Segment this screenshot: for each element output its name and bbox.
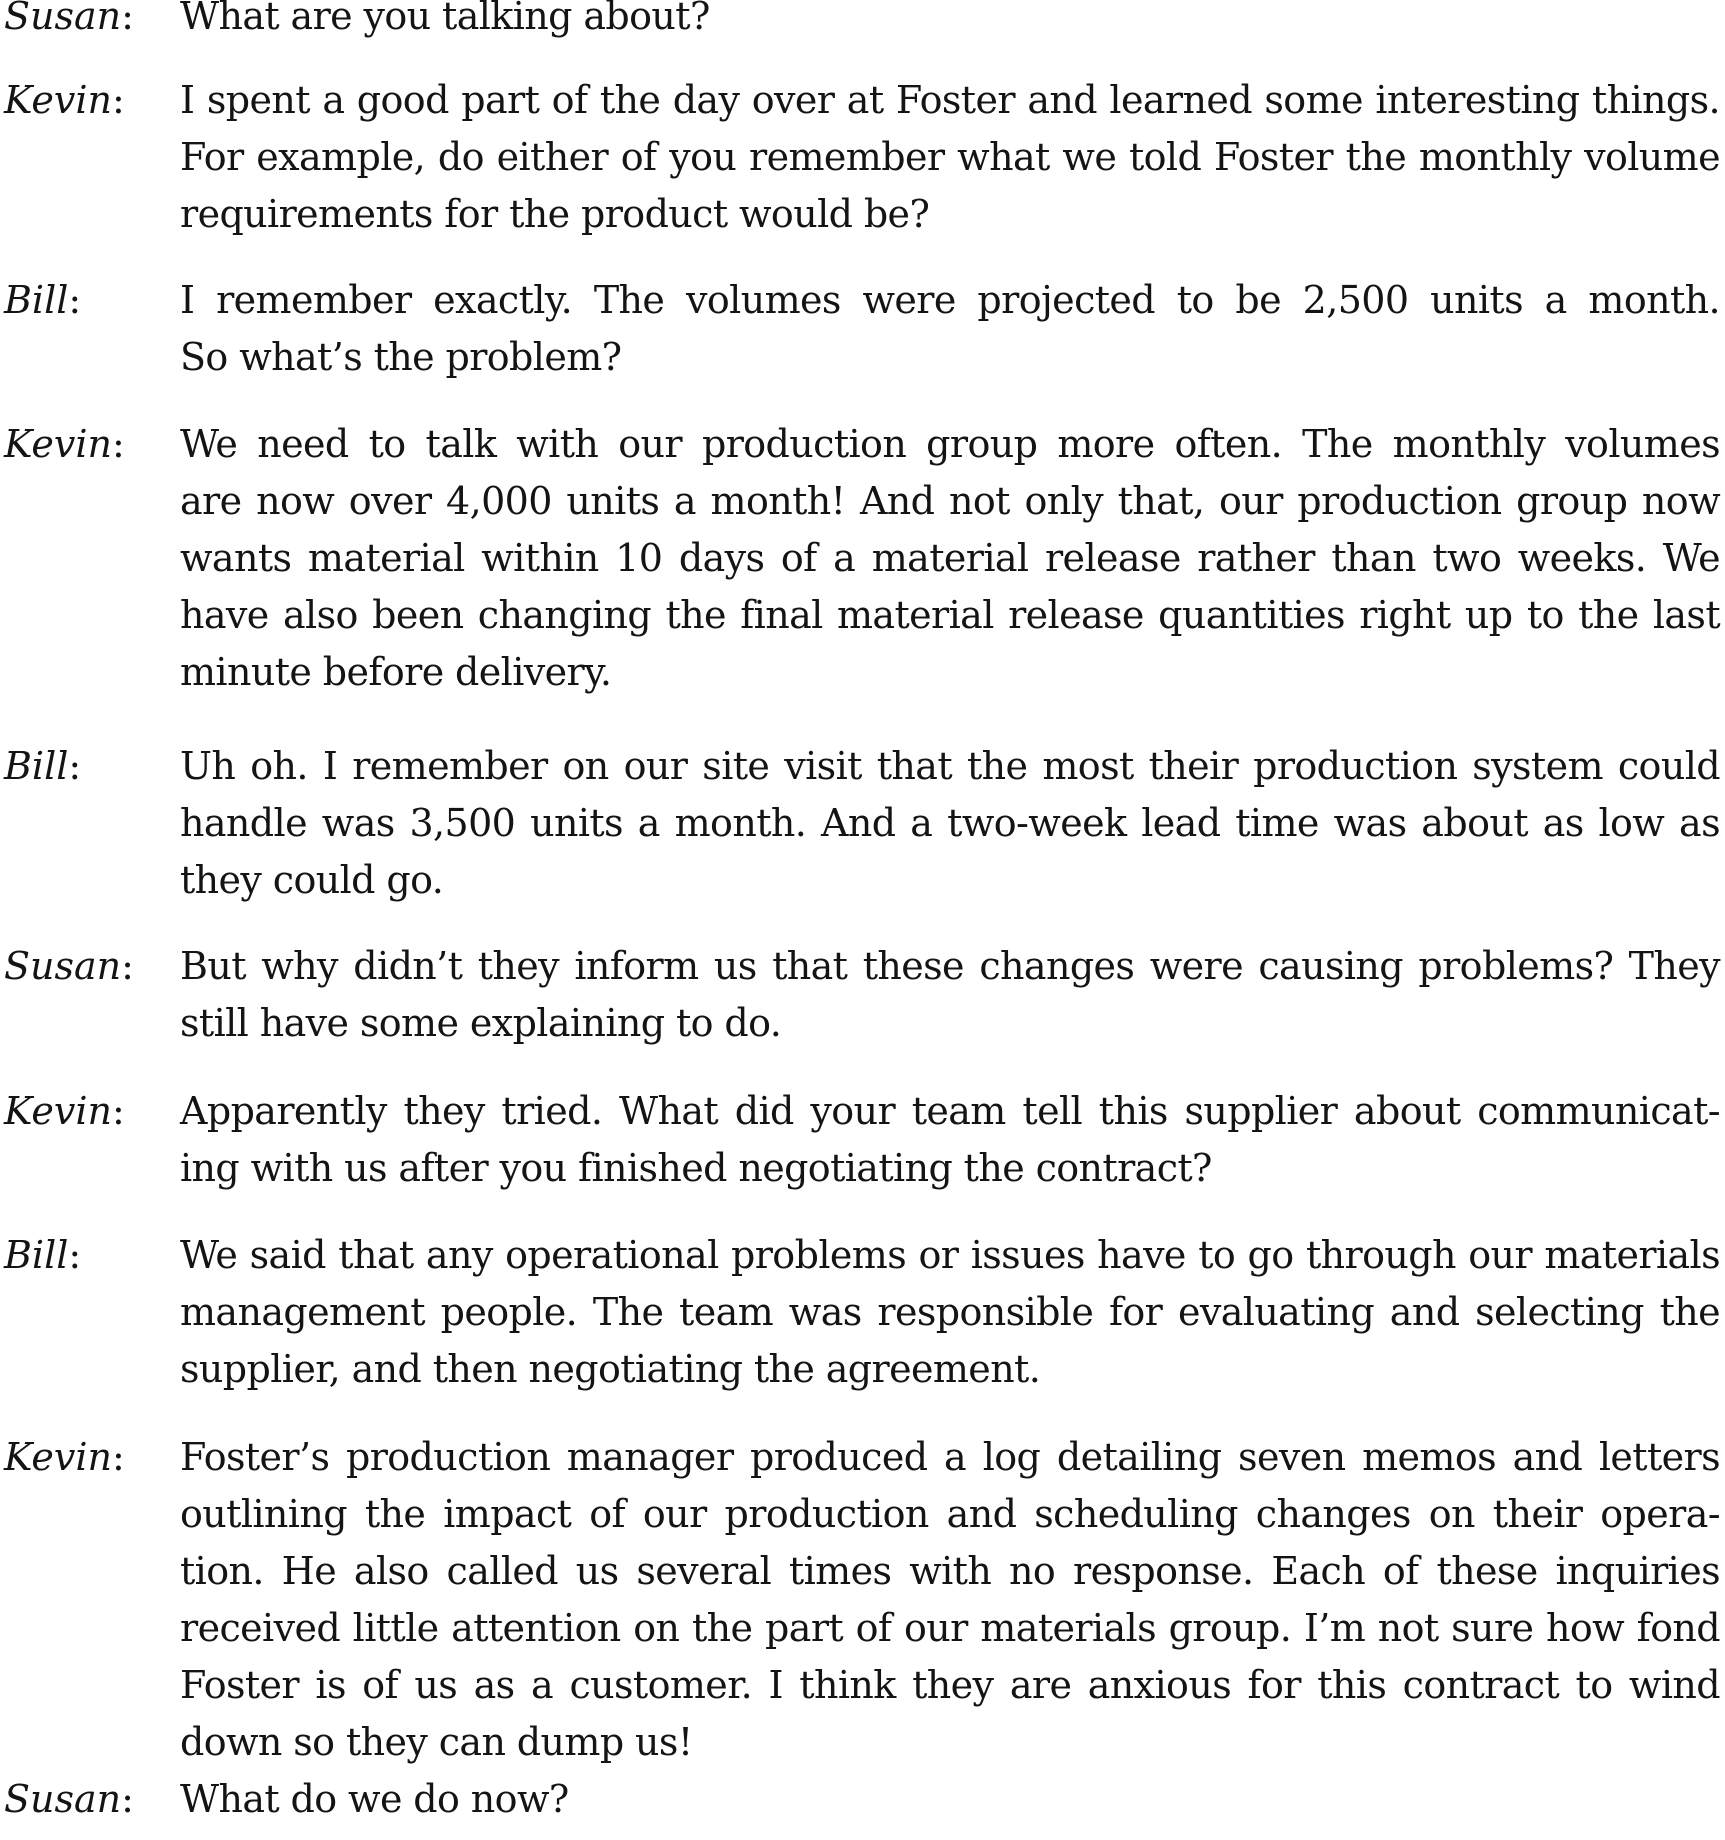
speech-line: Foster is of us as a customer. I think they are anxious for this contract to wind [180, 1663, 1720, 1707]
speech-line: have also been changing the final material release quantities right up to the last [180, 593, 1720, 637]
speech-line: We said that any operational problems or issues have to go through our materials [180, 1233, 1720, 1277]
speech-line: still have some explaining to do. [180, 1001, 782, 1045]
speaker-name: Susan: [4, 944, 134, 988]
speaker-name: Kevin: [4, 78, 125, 122]
speech-line: I spent a good part of the day over at Foster and learned some interesting things. [180, 78, 1720, 122]
speech-line: I remember exactly. The volumes were projected to be 2,500 units a month. [180, 278, 1720, 322]
speech-line: outlining the impact of our production and scheduling changes on their opera- [180, 1492, 1720, 1536]
speech-line: Foster’s production manager produced a log detailing seven memos and letters [180, 1435, 1720, 1479]
speech-text [180, 1083, 1720, 1197]
speaker-name: Susan: [4, 1777, 134, 1821]
speech-text [180, 1771, 1720, 1828]
speech-text [180, 0, 1720, 45]
speech-text [180, 416, 1720, 701]
speech-text [180, 1429, 1720, 1771]
speech-line: received little attention on the part of our materials group. I’m not sure how fond [180, 1606, 1720, 1650]
speech-text [180, 938, 1720, 1052]
speech-line: wants material within 10 days of a material release rather than two weeks. We [180, 536, 1720, 580]
speech-text [180, 272, 1720, 386]
speech-line: down so they can dump us! [180, 1720, 693, 1764]
speech-line: requirements for the product would be? [180, 192, 930, 236]
speech-line: But why didn’t they inform us that these changes were causing problems? They [180, 944, 1720, 988]
speaker-label: Bill [4, 1233, 69, 1277]
speech-line: handle was 3,500 units a month. And a two-week lead time was about as low as [180, 801, 1720, 845]
speaker-name: Kevin: [4, 422, 125, 466]
speech-line: Uh oh. I remember on our site visit that the most their production system could [180, 744, 1720, 788]
speaker-label: Susan [4, 0, 122, 38]
speaker-label: Kevin [4, 78, 112, 122]
speaker-name: Kevin: [4, 1435, 125, 1479]
speech-line: What are you talking about? [180, 0, 710, 38]
speech-line: So what’s the problem? [180, 335, 622, 379]
speech-line: Apparently they tried. What did your team tell this supplier about communicat- [180, 1089, 1720, 1133]
speaker-name: Bill: [4, 1233, 82, 1277]
speech-line: supplier, and then negotiating the agreement. [180, 1347, 1041, 1391]
speech-text [180, 738, 1720, 909]
speaker-name: Kevin: [4, 1089, 125, 1133]
speaker-label: Bill [4, 744, 69, 788]
speech-line: What do we do now? [180, 1777, 569, 1821]
speech-line: We need to talk with our production group more often. The monthly volumes [180, 422, 1720, 466]
speech-text [180, 72, 1720, 243]
speech-line: management people. The team was responsible for evaluating and selecting the [180, 1290, 1720, 1334]
speaker-name: Susan: [4, 0, 134, 45]
speaker-label: Bill [4, 278, 69, 322]
speaker-label: Kevin [4, 422, 112, 466]
speech-line: tion. He also called us several times with no response. Each of these inquiries [180, 1549, 1720, 1593]
speech-line: ing with us after you finished negotiating the contract? [180, 1146, 1212, 1190]
speaker-label: Susan [4, 944, 122, 988]
speaker-label: Kevin [4, 1089, 112, 1133]
speech-line: For example, do either of you remember what we told Foster the monthly volume [180, 135, 1720, 179]
speaker-label: Susan [4, 1777, 122, 1821]
speech-line: are now over 4,000 units a month! And not only that, our production group now [180, 479, 1720, 523]
speaker-label: Kevin [4, 1435, 112, 1479]
speech-line: they could go. [180, 858, 444, 902]
speaker-name: Bill: [4, 744, 82, 788]
speaker-name: Bill: [4, 278, 82, 322]
speech-line: minute before delivery. [180, 650, 612, 694]
speech-text [180, 1227, 1720, 1398]
